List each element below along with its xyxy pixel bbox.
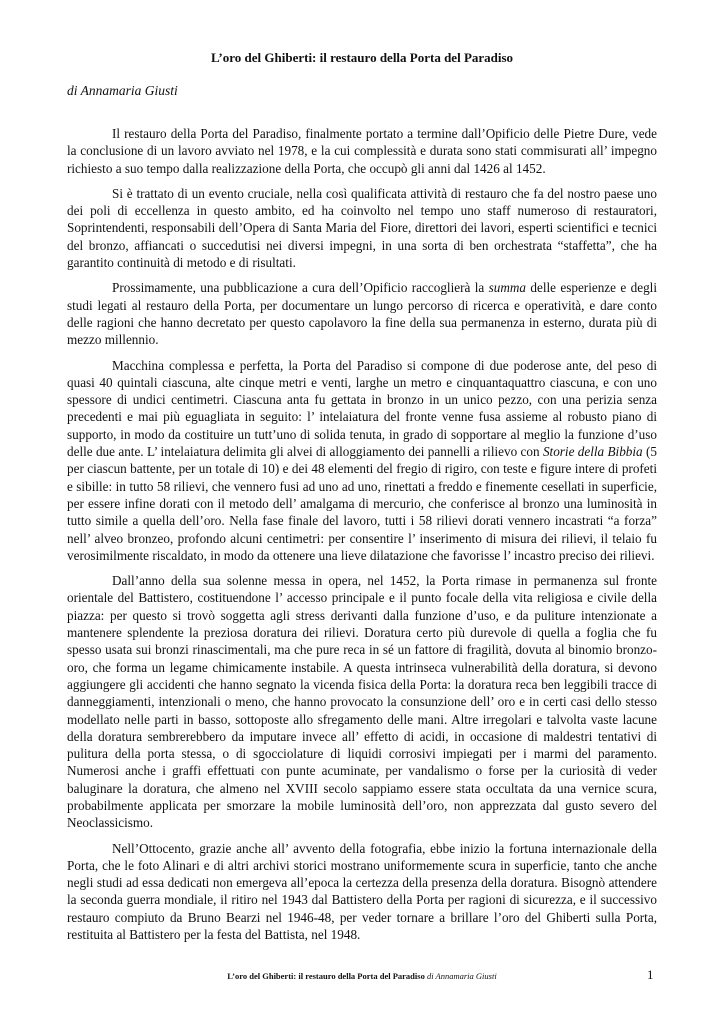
paragraph-3 [67,279,657,348]
page-number: 1 [647,967,654,982]
paragraph-2: Si è trattato di un evento cruciale, nella così qualificata attività di restauro che fa del nostro paese uno dei poli di eccellenza in questo ambito, ed ha coinvolto nel tempo uno staff numeroso di restauratori, Soprintendenti, responsabili dell’Opera di Santa Maria del Fiore, direttori dei lavori, esperti scientifici e tecnici del bronzo, affiancati o succedutisi nei diversi impegni, in una sorta di ben orchestrata “staffetta”, che ha garantito continuità di metodo e di risultati. [67,185,657,271]
footer-title: L’oro del Ghiberti: il restauro della Porta del Paradiso [227,971,425,981]
page-footer [0,971,724,981]
paragraph-3-text-b: delle esperienze e degli studi legati al restauro della Porta, per documentare un lungo percorso di ricerca e operatività, e dare conto delle ragioni che hanno decretato per questo capolavoro la fine della sua permanenza in esterno, durata più di mezzo millennio. [67,280,657,348]
author-byline: di Annamaria Giusti [67,83,178,98]
article-body [67,125,657,951]
paragraph-4-text-b: (5 per ciascun battente, per un totale di 10) e dei 48 elementi del fregio di rigiro, con teste e figure intere di profeti e sibille: in tutto 58 rilievi, che vennero fusi ad uno ad uno, rinettati a freddo e finemente cesellati in superficie, per essere infine dorati con il metodo dell’ amalgama di mercurio, che conferisce al bronzo una luminosità in tutto simile a quella dell’oro. Nella fase finale del lavoro, tutti i 58 rilievi dorati vennero incastrati “a forza” nell’ alveo bronzeo, profondo alcuni centimetri: per consentire l’ inserimento di misura dei rilievi, il telaio fu verosimilmente riscaldato, in modo da ottenere una lieve dilatazione che favorisse l’ incastro preciso dei rilievi. [67,444,657,563]
paragraph-6: Nell’Ottocento, grazie anche all’ avvento della fotografia, ebbe inizio la fortuna internazionale della Porta, che le foto Alinari e di altri archivi storici mostrano uniformemente scura in superficie, tanto che anche negli studi ad essa dedicati non emergeva all’epoca la certezza della presenza della doratura. Bisognò attendere la seconda guerra mondiale, il ritiro nel 1943 dal Battistero della Porta per ragioni di sicurezza, e il successivo restauro compiuto da Bruno Bearzi nel 1946-48, per veder tornare a brillare l’oro del Ghiberti sulla Porta, restituita al Battistero per la festa del Battista, nel 1948. [67,840,657,943]
paragraph-4-emphasis: Storie della Bibbia [542,444,643,460]
footer-author: di Annamaria Giusti [426,971,497,981]
paragraph-4 [67,357,657,565]
paragraph-3-emphasis: summa [488,280,526,296]
paragraph-1: Il restauro della Porta del Paradiso, finalmente portato a termine dall’Opificio delle Pietre Dure, vede la conclusione di un lavoro avviato nel 1978, e la cui complessità e durata sono stati commisurati all’ impegno richiesto a suo tempo dalla realizzazione della Porta, che occupò gli anni dal 1426 al 1452. [67,126,657,176]
document-title: L’oro del Ghiberti: il restauro della Porta del Paradiso [210,50,514,65]
paragraph-5: Dall’anno della sua solenne messa in opera, nel 1452, la Porta rimase in permanenza sul fronte orientale del Battistero, costituendone l’ accesso principale e il punto focale della vita religiosa e civile della piazza: per questo si trovò soggetta agli stress derivanti dalla funzione d’uso, e da puliture intenzionate a mantenere splendente la preziosa doratura dei rilievi. Doratura certo più durevole di quella a foglia che fu spesso usata sui bronzi rinascimentali, ma che pure reca in sé un fattore di fragilità, dovuta al binomio bronzo-oro, che forma un legame chimicamente instabile. A questa intrinseca vulnerabilità della doratura, si devono aggiungere gli accidenti che hanno segnato la vicenda fisica della Porta: la doratura reca ben leggibili tracce di danneggiamenti, intenzionali o meno, che hanno provocato la consunzione dell’ oro e in certi casi dello stesso modellato nelle parti in basso, sottoposte allo sfregamento delle mani. Altre irregolari e talvolta vaste lacune della doratura sembrerebbero da imputare invece all’ effetto di acidi, in occasione di maldestri tentativi di pulitura della porta stessa, o di sgocciolature di liquidi corrosivi impiegati per i marmi del paramento. Numerosi anche i graffi effettuati con punte acuminate, per vandalismo o forse per la curiosità di veder baluginare la doratura, che almeno nel XVIII secolo sappiamo essere stata occultata da una vernice scura, probabilmente applicata per smorzare la mobile luminosità dell’oro, non apprezzata dal gusto severo del Neoclassicismo. [67,573,657,831]
paragraph-4-text-a: Macchina complessa e perfetta, la Porta del Paradiso si compone di due poderose ante, del peso di quasi 40 quintali ciascuna, alte cinque metri e venti, larghe un metro e cinquantaquattro ciascuna, e con uno spessore di undici centimetri. Ciascuna anta fu gettata in bronzo in un unico pezzo, con una perizia senza precedenti e mai più eguagliata in seguito: l’ intelaiatura del fronte venne fusa assieme al robusto piano di supporto, in modo da costituire un tutt’uno di solida tenuta, in grado di sopportare al meglio la funzione d’uso delle due ante. L’ intelaiatura delimita gli alvei di alloggiamento dei pannelli a rilievo con [67,357,657,460]
paragraph-3-text-a: Prossimamente, una pubblicazione a cura dell’Opificio raccoglierà la [112,280,489,296]
